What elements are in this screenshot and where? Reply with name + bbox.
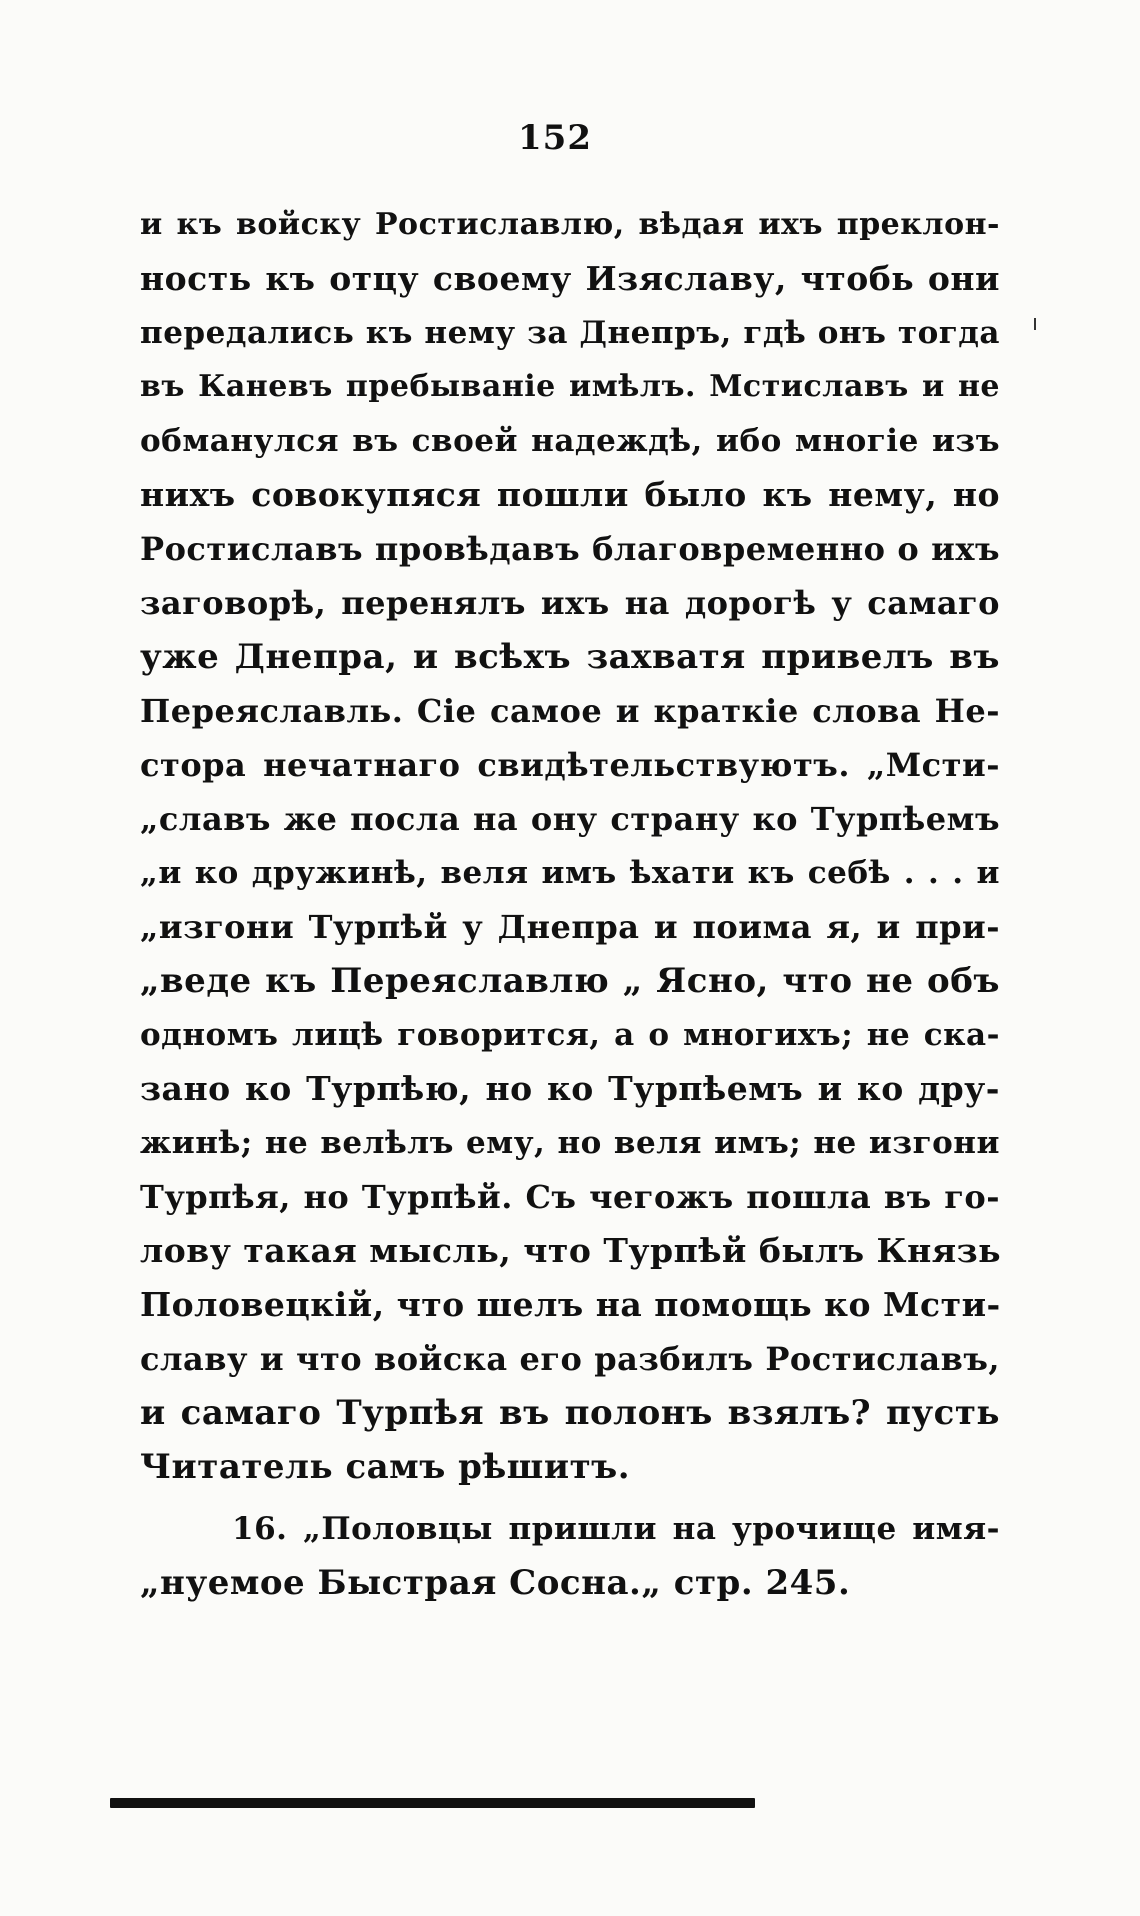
- text-line: ность къ отцу своему Изяславу, чтобь они: [140, 259, 1000, 298]
- page-number: 152: [518, 118, 592, 158]
- bottom-rule: [110, 1798, 755, 1808]
- text-line: нихъ совокупяся пошли было къ нему, но: [140, 475, 1000, 514]
- note-line: 16. „Половцы пришли на урочище имя-: [232, 1511, 1000, 1547]
- text-line: обманулся въ своей надеждѣ, ибо многіе изъ: [140, 423, 1000, 459]
- text-line: славу и что войска его разбилъ Ростиславъ,: [140, 1340, 1000, 1378]
- text-line: одномъ лицѣ говорится, а о многихъ; не ска-: [140, 1017, 1000, 1053]
- text-line: зано ко Турпѣю, но ко Турпѣемъ и ко дру-: [140, 1069, 1000, 1108]
- text-line: „изгони Турпѣй у Днепра и поима я, и при-: [140, 908, 1000, 946]
- text-line: Половецкій, что шелъ на помощь ко Мсти-: [140, 1285, 1001, 1324]
- text-line: передались къ нему за Днепръ, гдѣ онъ тогда: [140, 315, 1000, 351]
- note-line: „нуемое Быстрая Сосна.„ стр. 245.: [140, 1563, 851, 1603]
- text-line: „веде къ Переяславлю „ Ясно, что не объ: [140, 961, 1000, 1001]
- text-line: и самаго Турпѣя въ полонъ взялъ? пусть: [140, 1393, 1000, 1433]
- text-line: лову такая мысль, что Турпѣй былъ Князь: [140, 1231, 1002, 1270]
- text-line: въ Каневъ пребываніе имѣлъ. Мстиславъ и не: [140, 369, 1000, 404]
- text-line: Турпѣя, но Турпѣй. Съ чегожъ пошла въ го-: [140, 1178, 1000, 1216]
- text-line: „славъ же посла на ону страну ко Турпѣемъ: [140, 800, 1000, 838]
- text-line: заговорѣ, перенялъ ихъ на дорогѣ у самаго: [140, 584, 1000, 622]
- text-line: Ростиславъ провѣдавъ благовременно о ихъ: [140, 530, 1000, 568]
- text-line: стора нечатнаго свидѣтельствуютъ. „Мсти-: [140, 746, 1000, 784]
- body-text: [140, 198, 1000, 1610]
- text-line: жинѣ; не велѣлъ ему, но веля имъ; не изгони: [140, 1125, 1000, 1161]
- text-line: Читатель самъ рѣшитъ.: [140, 1447, 631, 1487]
- text-line: Переяславль. Сіе самое и краткіе слова Не-: [140, 692, 1000, 730]
- text-line: „и ко дружинѣ, веля имъ ѣхати къ себѣ . . . и: [140, 855, 1000, 891]
- margin-mark: [1034, 318, 1036, 330]
- paragraph-gap: [140, 1494, 1000, 1502]
- text-line: и къ войску Ростиславлю, вѣдая ихъ преклон-: [140, 207, 1000, 242]
- text-line: уже Днепра, и всѣхъ захватя привелъ въ: [140, 637, 1000, 677]
